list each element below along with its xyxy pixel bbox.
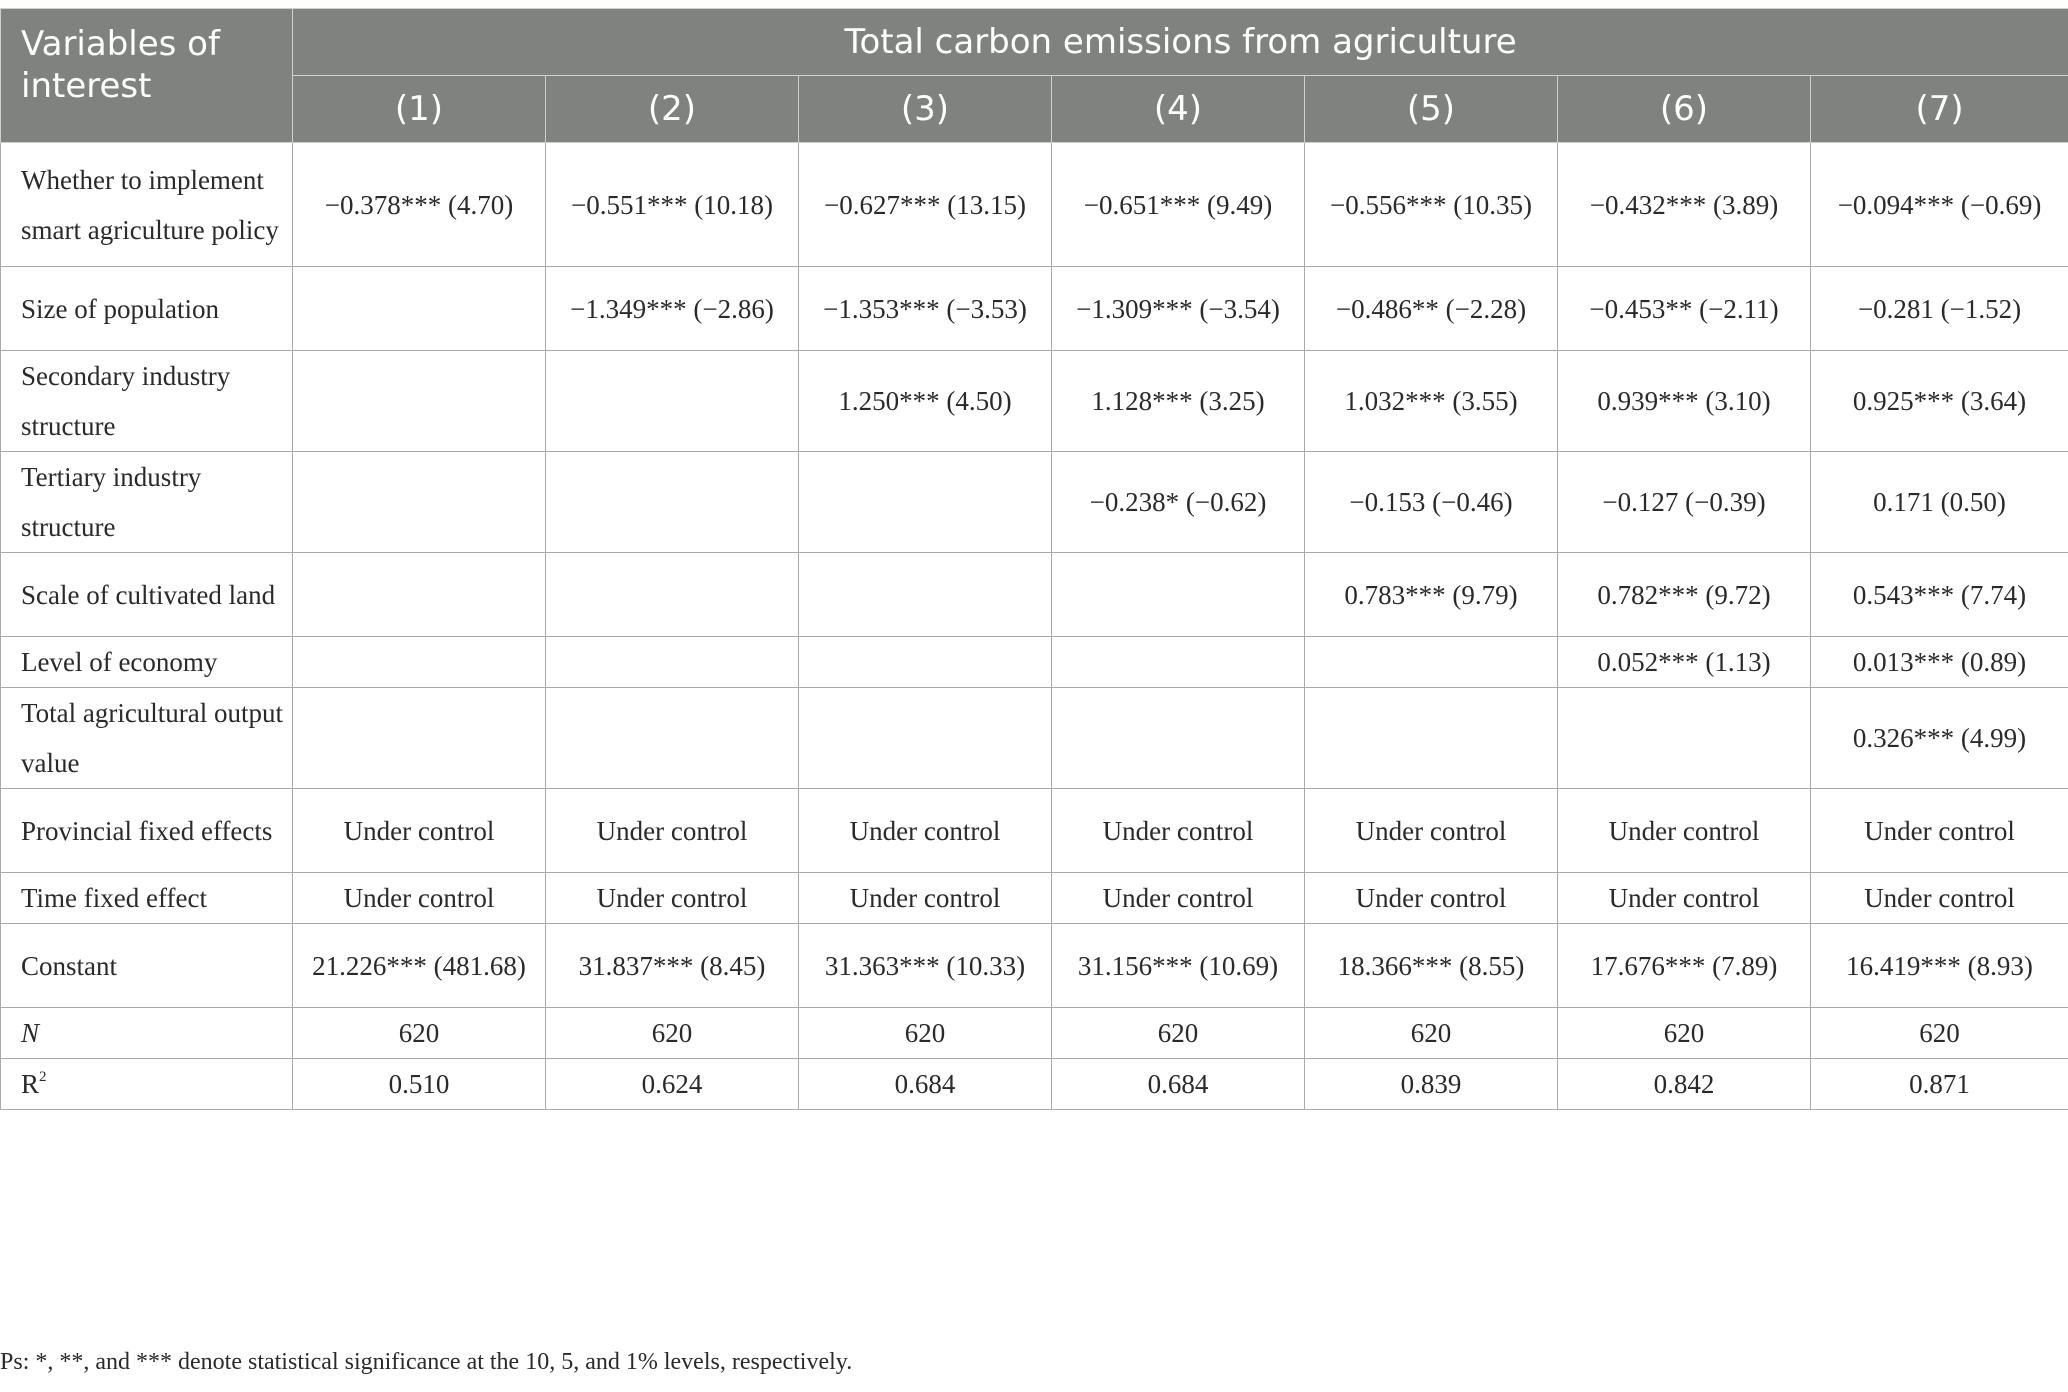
table-cell: Under control <box>1052 873 1305 924</box>
table-cell: Under control <box>1305 789 1558 873</box>
table-cell: 620 <box>799 1008 1052 1059</box>
table-row <box>1 1008 2068 1059</box>
row-label: Constant <box>1 924 293 1008</box>
header-row-2 <box>1 76 2068 143</box>
table-cell <box>546 351 799 452</box>
table-row <box>1 143 2068 267</box>
header-row-1 <box>1 9 2068 76</box>
table-cell <box>1305 637 1558 688</box>
table-cell <box>1305 688 1558 789</box>
table-cell <box>799 553 1052 637</box>
table-cell: 1.032*** (3.55) <box>1305 351 1558 452</box>
table-cell <box>293 637 546 688</box>
table-cell: Under control <box>1052 789 1305 873</box>
table-cell <box>546 637 799 688</box>
table-cell: −0.651*** (9.49) <box>1052 143 1305 267</box>
table-row <box>1 351 2068 452</box>
table-cell: 17.676*** (7.89) <box>1558 924 1811 1008</box>
table-cell <box>1558 688 1811 789</box>
table-row <box>1 267 2068 351</box>
column-header: (7) <box>1811 76 2068 143</box>
table-cell: 0.543*** (7.74) <box>1811 553 2068 637</box>
row-label-header: Variables of interest <box>1 9 293 143</box>
table-cell: −0.486** (−2.28) <box>1305 267 1558 351</box>
table-cell <box>546 553 799 637</box>
table-cell: −0.094*** (−0.69) <box>1811 143 2068 267</box>
group-header: Total carbon emissions from agriculture <box>293 9 2068 76</box>
row-label: Whether to implement smart agriculture policy <box>1 143 293 267</box>
table-cell: 620 <box>1811 1008 2068 1059</box>
table-cell: 0.925*** (3.64) <box>1811 351 2068 452</box>
table-cell: Under control <box>293 789 546 873</box>
row-label: Time fixed effect <box>1 873 293 924</box>
table-cell: −0.281 (−1.52) <box>1811 267 2068 351</box>
table-cell: Under control <box>293 873 546 924</box>
table-cell: Under control <box>1558 873 1811 924</box>
row-label: Total agricultural output value <box>1 688 293 789</box>
row-label: Provincial fixed effects <box>1 789 293 873</box>
row-label: Tertiary industry structure <box>1 452 293 553</box>
table-cell: 31.837*** (8.45) <box>546 924 799 1008</box>
table-cell <box>293 267 546 351</box>
table-cell: −0.238* (−0.62) <box>1052 452 1305 553</box>
table-row <box>1 1059 2068 1110</box>
table-cell: Under control <box>799 789 1052 873</box>
table-cell: Under control <box>1811 873 2068 924</box>
column-header: (2) <box>546 76 799 143</box>
regression-table <box>0 8 2068 1110</box>
table-cell: −0.153 (−0.46) <box>1305 452 1558 553</box>
table-cell <box>293 553 546 637</box>
table-footnote: Ps: *, **, and *** denote statistical significance at the 10, 5, and 1% levels, respectively. <box>0 1349 853 1375</box>
row-label: Size of population <box>1 267 293 351</box>
table-cell <box>293 351 546 452</box>
table-cell: 16.419*** (8.93) <box>1811 924 2068 1008</box>
table-cell: 1.250*** (4.50) <box>799 351 1052 452</box>
column-header: (5) <box>1305 76 1558 143</box>
table-cell: 0.782*** (9.72) <box>1558 553 1811 637</box>
table-cell <box>1052 688 1305 789</box>
row-label: Secondary industry structure <box>1 351 293 452</box>
column-header: (1) <box>293 76 546 143</box>
table-cell: −0.627*** (13.15) <box>799 143 1052 267</box>
table-row <box>1 553 2068 637</box>
table-row <box>1 637 2068 688</box>
table-cell: 0.013*** (0.89) <box>1811 637 2068 688</box>
table-cell: Under control <box>799 873 1052 924</box>
table-cell: −0.453** (−2.11) <box>1558 267 1811 351</box>
table-cell: 18.366*** (8.55) <box>1305 924 1558 1008</box>
table-cell <box>1052 637 1305 688</box>
table-row <box>1 789 2068 873</box>
row-label: $R^2$ <box>1 1059 293 1110</box>
table-cell: 620 <box>1558 1008 1811 1059</box>
table-row <box>1 924 2068 1008</box>
table-body <box>1 143 2068 1110</box>
table-cell <box>293 688 546 789</box>
table-cell: −1.353*** (−3.53) <box>799 267 1052 351</box>
table-cell: 31.363*** (10.33) <box>799 924 1052 1008</box>
table-cell: 0.510 <box>293 1059 546 1110</box>
table-cell: Under control <box>546 789 799 873</box>
table-cell: 21.226*** (481.68) <box>293 924 546 1008</box>
table-cell: 0.326*** (4.99) <box>1811 688 2068 789</box>
table-cell: −1.309*** (−3.54) <box>1052 267 1305 351</box>
table-row <box>1 452 2068 553</box>
column-header: (3) <box>799 76 1052 143</box>
table-cell: Under control <box>546 873 799 924</box>
column-header: (4) <box>1052 76 1305 143</box>
table-cell: 1.128*** (3.25) <box>1052 351 1305 452</box>
row-label: N <box>1 1008 293 1059</box>
table-cell: 0.052*** (1.13) <box>1558 637 1811 688</box>
table-cell: −0.556*** (10.35) <box>1305 143 1558 267</box>
table-cell: 0.624 <box>546 1059 799 1110</box>
table-cell: 0.171 (0.50) <box>1811 452 2068 553</box>
table-cell <box>799 452 1052 553</box>
table-cell <box>293 452 546 553</box>
row-label: Level of economy <box>1 637 293 688</box>
table-row <box>1 873 2068 924</box>
table-cell: −0.378*** (4.70) <box>293 143 546 267</box>
table-cell: −0.127 (−0.39) <box>1558 452 1811 553</box>
table-cell <box>1052 553 1305 637</box>
column-header: (6) <box>1558 76 1811 143</box>
table-cell: 0.842 <box>1558 1059 1811 1110</box>
table-cell <box>799 637 1052 688</box>
table-cell <box>546 452 799 553</box>
table-cell: 620 <box>1305 1008 1558 1059</box>
table-cell: 0.684 <box>799 1059 1052 1110</box>
table-cell: 0.871 <box>1811 1059 2068 1110</box>
table-cell: Under control <box>1811 789 2068 873</box>
table-cell: −0.432*** (3.89) <box>1558 143 1811 267</box>
table-cell <box>546 688 799 789</box>
table-cell: 620 <box>546 1008 799 1059</box>
table-cell: Under control <box>1305 873 1558 924</box>
results-table-container <box>0 8 2068 1110</box>
table-cell: −1.349*** (−2.86) <box>546 267 799 351</box>
table-cell: 0.839 <box>1305 1059 1558 1110</box>
table-cell: 0.939*** (3.10) <box>1558 351 1811 452</box>
table-cell <box>799 688 1052 789</box>
table-cell: Under control <box>1558 789 1811 873</box>
table-cell: 0.684 <box>1052 1059 1305 1110</box>
table-cell: 0.783*** (9.79) <box>1305 553 1558 637</box>
table-cell: −0.551*** (10.18) <box>546 143 799 267</box>
table-cell: 31.156*** (10.69) <box>1052 924 1305 1008</box>
table-cell: 620 <box>293 1008 546 1059</box>
table-row <box>1 688 2068 789</box>
row-label: Scale of cultivated land <box>1 553 293 637</box>
table-cell: 620 <box>1052 1008 1305 1059</box>
